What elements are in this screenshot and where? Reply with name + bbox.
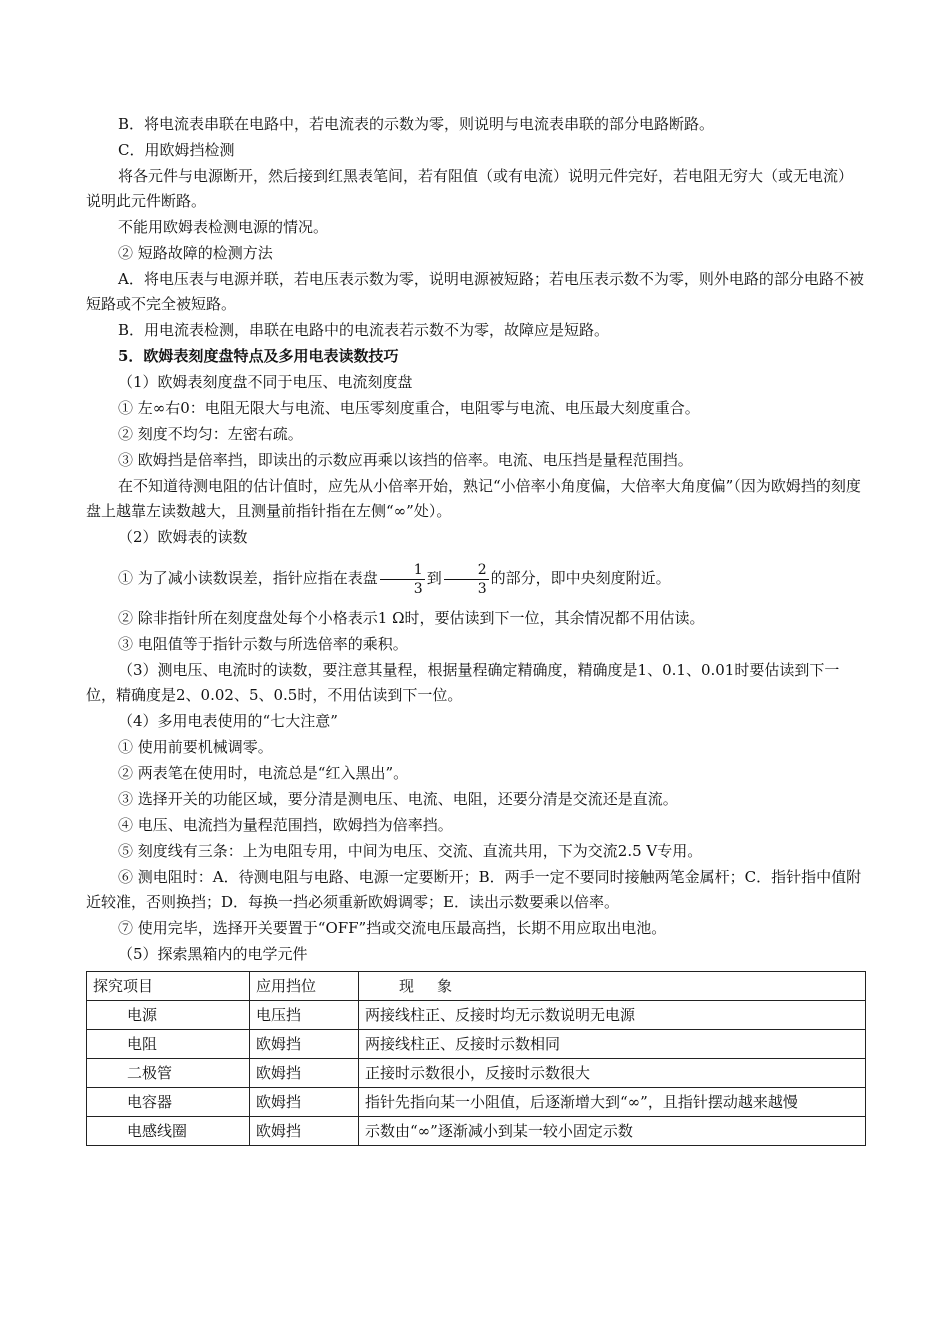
paragraph: 不能用欧姆表检测电源的情况。 <box>118 218 329 236</box>
paragraph: （2）欧姆表的读数 <box>118 528 248 546</box>
fraction-denominator: 3 <box>413 580 423 597</box>
paragraph: ⑤ 刻度线有三条：上为电阻专用，中间为电压、交流、直流共用，下为交流2.5 V专用。 <box>118 842 703 860</box>
paragraph: （3）测电压、电流时的读数，要注意其量程，根据量程确定精确度，精确度是1、0.1、0.01时要估读到下一位，精确度是2、0.02、5、0.5时，不用估读到下一位。 <box>86 661 840 704</box>
black-box-table <box>86 971 866 1146</box>
table-cell: 欧姆挡 <box>250 1117 359 1146</box>
paragraph: ② 除非指针所在刻度盘处每个小格表示1 Ω时，要估读到下一位，其余情况都不用估读。 <box>118 609 705 627</box>
paragraph: B．用电流表检测，串联在电路中的电流表若示数不为零，故障应是短路。 <box>118 321 610 339</box>
paragraph: ② 两表笔在使用时，电流总是“红入黑出”。 <box>118 764 409 782</box>
table-header-cell: 应用挡位 <box>250 972 359 1001</box>
table-header-cell: 探究项目 <box>87 972 250 1001</box>
paragraph: A．将电压表与电源并联，若电压表示数为零，说明电源被短路；若电压表示数不为零，则外电路的部分电路不被短路或不完全被短路。 <box>86 270 864 313</box>
fraction-paragraph <box>86 554 866 602</box>
table-cell: 电容器 <box>87 1088 250 1117</box>
table-cell: 电感线圈 <box>87 1117 250 1146</box>
table-cell: 欧姆挡 <box>250 1030 359 1059</box>
table-cell: 示数由“∞”逐渐减小到某一较小固定示数 <box>359 1117 866 1146</box>
paragraph: B．将电流表串联在电路中，若电流表的示数为零，则说明与电流表串联的部分电路断路。 <box>118 115 715 133</box>
table-row <box>87 1001 866 1030</box>
table-cell: 电阻 <box>87 1030 250 1059</box>
fraction-one-third <box>380 561 425 598</box>
table-cell: 二极管 <box>87 1059 250 1088</box>
table-cell: 电源 <box>87 1001 250 1030</box>
fraction-numerator: 1 <box>380 561 425 580</box>
table-row <box>87 1059 866 1088</box>
paragraph: ⑥ 测电阻时：A．待测电阻与电路、电源一定要断开；B．两手一定不要同时接触两笔金属杆；C．指针指中值附近较准，否则换挡；D．每换一挡必须重新欧姆调零；E．读出示数要乘以倍率。 <box>86 868 862 911</box>
paragraph: ① 左∞右0：电阻无限大与电流、电压零刻度重合，电阻零与电流、电压最大刻度重合。 <box>118 399 700 417</box>
table-cell: 两接线柱正、反接时均无示数说明无电源 <box>359 1001 866 1030</box>
table-cell: 两接线柱正、反接时示数相同 <box>359 1030 866 1059</box>
table-row <box>87 1117 866 1146</box>
table-cell: 欧姆挡 <box>250 1088 359 1117</box>
paragraph: ④ 电压、电流挡为量程范围挡，欧姆挡为倍率挡。 <box>118 816 453 834</box>
paragraph: ⑦ 使用完毕，选择开关要置于“OFF”挡或交流电压最高挡，长期不用应取出电池。 <box>118 919 667 937</box>
paragraph: ① 使用前要机械调零。 <box>118 738 273 756</box>
paragraph: 将各元件与电源断开，然后接到红黑表笔间，若有阻值（或有电流）说明元件完好，若电阻无穷大（或无电流）说明此元件断路。 <box>86 167 854 210</box>
section-heading: 5．欧姆表刻度盘特点及多用电表读数技巧 <box>118 347 399 365</box>
table-cell: 电压挡 <box>250 1001 359 1030</box>
fraction-text-mid: 到 <box>426 569 442 587</box>
table-row <box>87 1030 866 1059</box>
paragraph: ③ 欧姆挡是倍率挡，即读出的示数应再乘以该挡的倍率。电流、电压挡是量程范围挡。 <box>118 451 693 469</box>
paragraph: ③ 选择开关的功能区域，要分清是测电压、电流、电阻，还要分清是交流还是直流。 <box>118 790 678 808</box>
paragraph: ③ 电阻值等于指针示数与所选倍率的乘积。 <box>118 635 408 653</box>
fraction-denominator: 3 <box>477 580 487 597</box>
fraction-two-thirds <box>444 561 489 598</box>
paragraph: （1）欧姆表刻度盘不同于电压、电流刻度盘 <box>118 373 413 391</box>
paragraph: C．用欧姆挡检测 <box>118 141 235 159</box>
paragraph: 在不知道待测电阻的估计值时，应先从小倍率开始，熟记“小倍率小角度偏，大倍率大角度偏”（因为欧姆挡的刻度盘上越靠左读数越大，且测量前指针指在左侧“∞”处）。 <box>86 477 861 520</box>
table-cell: 指针先指向某一小阻值，后逐渐增大到“∞”，且指针摆动越来越慢 <box>359 1088 866 1117</box>
fraction-numerator: 2 <box>444 561 489 580</box>
paragraph: （5）探索黑箱内的电学元件 <box>118 945 308 963</box>
paragraph: （4）多用电表使用的“七大注意” <box>118 712 338 730</box>
table-row <box>87 1088 866 1117</box>
fraction-text-post: 的部分，即中央刻度附近。 <box>490 569 671 587</box>
table-header-cell: 现 象 <box>359 972 866 1001</box>
document-page <box>86 112 866 1146</box>
paragraph: ② 短路故障的检测方法 <box>118 244 273 262</box>
table-cell: 正接时示数很小，反接时示数很大 <box>359 1059 866 1088</box>
paragraph: ② 刻度不均匀：左密右疏。 <box>118 425 303 443</box>
table-cell: 欧姆挡 <box>250 1059 359 1088</box>
table-header-row <box>87 972 866 1001</box>
fraction-text-pre: ① 为了减小读数误差，指针应指在表盘 <box>118 569 378 587</box>
